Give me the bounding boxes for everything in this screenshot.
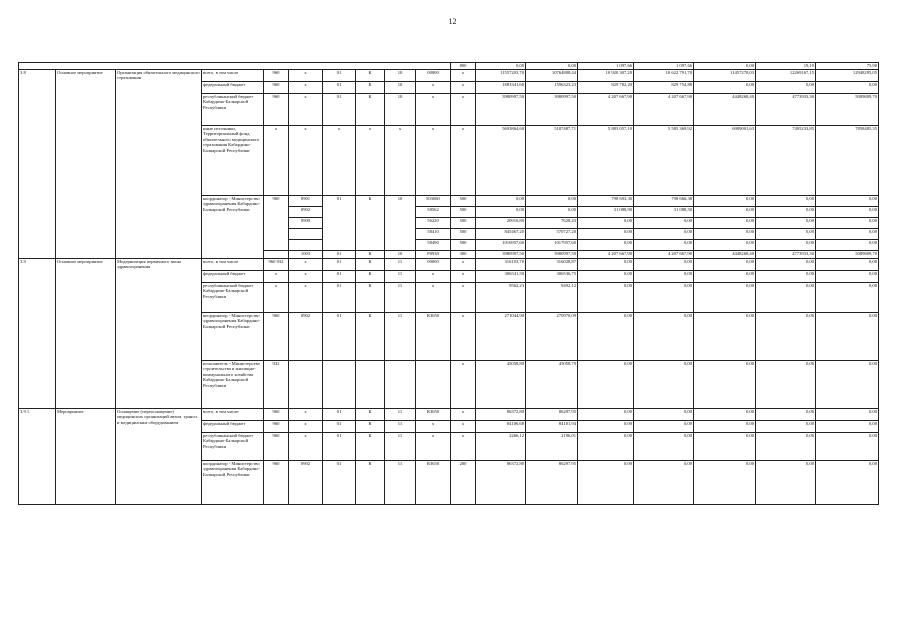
code-cell: x [451,70,476,82]
value-cell: 1017957,60 [526,240,578,251]
code-cell: x [451,361,476,409]
value-cell: 0,00 [816,461,879,505]
code-cell: x [451,283,476,313]
code-cell: К [356,421,385,433]
value-cell: 0,00 [634,361,694,409]
code-cell: x [264,271,289,283]
code-cell: 960 [264,433,289,461]
value-cell: 0,00 [634,313,694,361]
value-cell: 0,00 [816,196,879,207]
code-cell: 11 [385,271,416,283]
value-cell: 5 585 369,92 [634,126,694,196]
value-cell: 3980997,50 [526,94,578,126]
value-cell: 0,00 [756,196,816,207]
code-cell: 500 [451,196,476,207]
value-cell: 4448268,40 [694,94,756,126]
code-cell: К [356,271,385,283]
funding-source: республиканский бюджет Кабардино-Балкарской Республики [202,283,264,313]
code-cell: 0901 [289,196,323,207]
value-cell: 0,00 [694,207,756,218]
funding-source: всего, в том числе: [202,409,264,421]
value-cell: 1 097,66 [634,63,694,70]
value-cell: 31 088,90 [578,207,634,218]
code-cell: 01 [323,259,356,271]
blank-cell [19,63,451,70]
value-cell: 0,00 [694,229,756,240]
item-type: Основное мероприятие [56,70,116,259]
value-cell: 6989001,63 [694,126,756,196]
value-cell: 7628,43 [526,218,578,229]
value-cell: 0,00 [694,313,756,361]
value-cell: 0,00 [756,361,816,409]
value-cell: 45058,80 [476,361,526,409]
code-cell: К [356,409,385,421]
budget-table [18,62,879,505]
code-cell: 10 [385,82,416,94]
code-cell: x [416,126,451,196]
code-cell: x [289,421,323,433]
value-cell: 0,00 [756,461,816,505]
code-cell [289,361,323,409]
value-cell: 4 207 667,90 [634,94,694,126]
value-cell: 829 754,88 [634,82,694,94]
value-cell: 0,00 [578,259,634,271]
value-cell: 0,00 [476,196,526,207]
code-cell: x [289,126,323,196]
value-cell: 0,00 [816,313,879,361]
value-cell: 0,00 [694,409,756,421]
value-cell: 0,00 [578,409,634,421]
value-cell: 12269167,15 [756,70,816,82]
code-cell: К [356,283,385,313]
value-cell: 306541,50 [476,271,526,283]
code-cell: К [356,196,385,251]
value-cell: 1883341,60 [476,82,526,94]
value-cell: 19,10 [756,63,816,70]
value-cell: 0,00 [756,218,816,229]
page-number: 12 [448,17,457,26]
funding-source: координатор - Министерство здравоохранения Кабардино-Балкарской Республики [202,196,264,259]
value-cell: 5 883 057,10 [578,126,634,196]
code-cell: К [356,313,385,361]
code-cell [356,361,385,409]
code-cell: x [416,283,451,313]
code-cell: 960 [264,82,289,94]
value-cell: 0,00 [476,207,526,218]
value-cell: 0,00 [756,82,816,94]
code-cell: R3650 [416,409,451,421]
funding-source: всего, в том числе [202,259,264,271]
value-cell: 0,00 [694,433,756,461]
value-cell: 4 207 667,90 [634,251,694,259]
code-cell: x [289,409,323,421]
value-cell: 0,00 [694,283,756,313]
code-cell: x [289,259,323,271]
code-cell: 960 [264,196,289,251]
code-cell: 932 [264,361,289,409]
code-cell: x [451,433,476,461]
code-cell: x [451,94,476,126]
item-type: Основное мероприятие [56,259,116,409]
value-cell: 0,00 [694,421,756,433]
value-cell: 0,00 [694,271,756,283]
value-cell: 271044,90 [476,313,526,361]
value-cell: 0,00 [816,259,879,271]
value-cell: 0,00 [526,207,578,218]
code-cell: 10 [385,196,416,251]
code-cell: 10 [385,251,416,259]
value-cell: 0,00 [816,271,879,283]
value-cell: 5089809,70 [816,251,879,259]
value-cell: 84101,94 [526,421,578,433]
value-cell: 0,00 [634,409,694,421]
value-cell: 4773933,30 [756,94,816,126]
value-cell: 0,00 [526,196,578,207]
value-cell: 0,00 [634,283,694,313]
code-cell: x [451,82,476,94]
value-cell: 4448268,40 [694,251,756,259]
code-cell: R3650 [416,461,451,505]
code-cell: 56220 [416,218,451,229]
value-cell: 306536,75 [526,271,578,283]
code-cell: x [451,259,476,271]
blank-cell [264,251,289,259]
code-cell: x [416,94,451,126]
code-cell: 0909 [289,218,323,229]
value-cell: 0,00 [756,229,816,240]
code-cell: 0902 [289,461,323,505]
table-row [19,409,879,421]
value-cell: 829 782,20 [578,82,634,94]
value-cell: 5693864,60 [476,126,526,196]
value-cell: 0,00 [816,240,879,251]
code-cell: 800 [451,63,476,70]
code-cell [385,361,416,409]
value-cell: 1016957,60 [476,240,526,251]
code-cell: 01 [323,409,356,421]
value-cell: 0,00 [816,433,879,461]
value-cell: 5089809,70 [816,94,879,126]
code-cell: x [356,126,385,196]
code-cell: 11 [385,433,416,461]
funding-source: координатор - Министерство здравоохранения Кабардино-Балкарской Республики [202,313,264,361]
value-cell: 0,00 [694,259,756,271]
item-number: 3.9 [19,259,56,409]
code-cell: 01 [323,70,356,82]
code-cell: 960 [264,421,289,433]
code-cell: 1003 [289,251,323,259]
value-cell: 75,90 [816,63,879,70]
value-cell: 0,00 [756,313,816,361]
value-cell: 0,00 [578,461,634,505]
value-cell: 86297,95 [526,461,578,505]
code-cell: 960 [264,94,289,126]
funding-source: республиканский бюджет Кабардино-Балкарской Республики [202,94,264,126]
value-cell: 10 622 791,70 [634,70,694,82]
item-name: Оснащение (переоснащение) медицинских организаций автом. трансп. и медицинским оборудованием [116,409,202,505]
value-cell: 0,00 [634,259,694,271]
funding-source: республиканский бюджет Кабардино-Балкарской Республики [202,433,264,461]
value-cell: 0,00 [756,259,816,271]
code-cell: 5030Ю [416,196,451,207]
code-cell: x [289,271,323,283]
value-cell: 0,00 [756,421,816,433]
code-cell: 960 [264,70,289,82]
code-cell: x [451,421,476,433]
funding-source: федеральный бюджет [202,271,264,283]
value-cell: 0,00 [634,218,694,229]
value-cell: 11457270,03 [694,70,756,82]
code-cell: x [416,82,451,94]
code-cell [323,361,356,409]
value-cell: 11557203,70 [476,70,526,82]
code-cell: К [356,461,385,505]
code-cell: 500 [451,207,476,218]
value-cell: 10764808,44 [526,70,578,82]
value-cell: 9562,23 [476,283,526,313]
value-cell: 12948295,05 [816,70,879,82]
value-cell: 3980997,50 [476,94,526,126]
funding-source: иные источники, Территориальный фонд обязательного медицинского страхования Кабардино-Балкарской Республики [202,126,264,196]
value-cell: 20916,80 [476,218,526,229]
value-cell: 0,00 [816,421,879,433]
code-cell: 01 [323,421,356,433]
value-cell: 31 088,50 [634,207,694,218]
code-cell: 11 [385,313,416,361]
code-cell: К [356,433,385,461]
code-cell: Р0930 [416,251,451,259]
value-cell: 0,00 [694,218,756,229]
value-cell: 86297,95 [526,409,578,421]
code-cell: К [356,94,385,126]
value-cell: 0,00 [578,421,634,433]
value-cell: 0,00 [476,63,526,70]
value-cell: 10 920 307,20 [578,70,634,82]
value-cell: 86372,80 [476,461,526,505]
funding-source: федеральный бюджет [202,421,264,433]
value-cell: 4 207 667,90 [578,94,634,126]
code-cell: R3650 [416,313,451,361]
value-cell: 0,00 [578,229,634,240]
code-cell: 11 [385,259,416,271]
code-cell: x [323,126,356,196]
code-cell: x [289,82,323,94]
value-cell: 7858485,35 [816,126,879,196]
value-cell: 0,00 [578,313,634,361]
code-cell: К [356,70,385,82]
value-cell: 0,00 [694,63,756,70]
code-cell: 00000 [416,259,451,271]
code-cell: К [356,251,385,259]
value-cell: 0,00 [634,433,694,461]
value-cell: 0,00 [694,461,756,505]
code-cell: x [451,126,476,196]
value-cell: 0,00 [578,361,634,409]
code-cell: 960 [264,313,289,361]
value-cell: 5187487,71 [526,126,578,196]
code-cell: 0902 [289,207,323,218]
value-cell: 4773933,30 [756,251,816,259]
item-number: 3.8 [19,70,56,259]
value-cell: 0,00 [578,271,634,283]
code-cell: К [356,259,385,271]
code-cell: 11 [385,421,416,433]
value-cell: 0,00 [756,409,816,421]
value-cell: 0,00 [578,240,634,251]
code-cell: x [416,271,451,283]
code-cell: x [385,126,416,196]
code-cell: 00000 [416,70,451,82]
code-cell: x [289,94,323,126]
code-cell: x [451,271,476,283]
code-cell: 10 [385,94,416,126]
funding-source: исполнитель - Министерство строительства и жилищно-коммунального хозяйства Кабардино-Балкарской Республики [202,361,264,409]
value-cell: 2196,01 [526,433,578,461]
value-cell: 9492,12 [526,283,578,313]
code-cell: 01 [323,251,356,259]
code-cell: x [264,283,289,313]
value-cell: 0,00 [694,196,756,207]
value-cell: 0,00 [694,240,756,251]
item-name: Организация обязательного медицинского страхования [116,70,202,259]
value-cell: 0,00 [634,271,694,283]
code-cell: 11 [385,461,416,505]
value-cell: 0,00 [526,63,578,70]
value-cell: 1596323,23 [526,82,578,94]
code-cell: x [416,421,451,433]
code-cell: 500 [451,218,476,229]
funding-source: координатор - Министерство здравоохранения Кабардино-Балкарской Республики [202,461,264,505]
table-row [19,70,879,82]
value-cell: 0,00 [756,283,816,313]
value-cell: 0,00 [634,240,694,251]
value-cell: 0,00 [756,240,816,251]
value-cell: 0,00 [816,82,879,94]
code-cell: 01 [323,283,356,313]
value-cell: 0,00 [816,283,879,313]
code-cell: x [289,70,323,82]
item-number: 3.9.1 [19,409,56,505]
code-cell: x [451,409,476,421]
code-cell: 58410 [416,229,451,240]
item-name: Модернизация первичного звена здравоохранения [116,259,202,409]
code-cell: 01 [323,94,356,126]
code-cell: К [356,82,385,94]
code-cell: x [451,313,476,361]
value-cell: 0,00 [816,218,879,229]
code-cell: 960 [264,409,289,421]
value-cell: 798 693,30 [578,196,634,207]
code-cell: 01 [323,271,356,283]
code-cell: 500 [451,240,476,251]
value-cell: 0,00 [816,229,879,240]
value-cell: 0,00 [694,361,756,409]
value-cell: 2266,12 [476,433,526,461]
table-row [19,63,879,70]
value-cell: 0,00 [634,461,694,505]
value-cell: 0,00 [634,229,694,240]
value-cell: 0,00 [578,283,634,313]
value-cell: 0,00 [578,433,634,461]
value-cell: 316103,70 [476,259,526,271]
code-cell: 01 [323,461,356,505]
code-cell: 01 [323,433,356,461]
code-cell: x [416,433,451,461]
value-cell: 0,00 [578,218,634,229]
value-cell: 0,00 [634,421,694,433]
funding-source: всего, в том числе [202,70,264,82]
code-cell: 11 [385,283,416,313]
value-cell: 0,00 [816,207,879,218]
value-cell: 316028,87 [526,259,578,271]
code-cell [289,240,323,251]
value-cell: 0,00 [756,433,816,461]
table-row [19,259,879,271]
code-cell: x [289,433,323,461]
code-cell: 01 [323,82,356,94]
code-cell: x [289,283,323,313]
value-cell: 0,00 [816,361,879,409]
code-cell: 0902 [289,313,323,361]
value-cell: 270970,09 [526,313,578,361]
value-cell: 84106,68 [476,421,526,433]
value-cell: 45058,79 [526,361,578,409]
code-cell: 58490 [416,240,451,251]
code-cell: x [264,126,289,196]
value-cell: 0,00 [694,82,756,94]
code-cell: 01 [323,313,356,361]
code-cell: 01 [323,196,356,251]
code-cell: 11 [385,409,416,421]
value-cell: 845467,20 [476,229,526,240]
value-cell: 1 097,66 [578,63,634,70]
value-cell: 0,00 [816,409,879,421]
value-cell: 0,00 [756,207,816,218]
value-cell: 570727,20 [526,229,578,240]
value-cell: 4 207 667,90 [578,251,634,259]
code-cell: 58562 [416,207,451,218]
code-cell: 500 [451,229,476,240]
value-cell: 3980997,50 [476,251,526,259]
value-cell: 798 666,38 [634,196,694,207]
value-cell: 7495233,85 [756,126,816,196]
code-cell: 200 [451,461,476,505]
value-cell: 3980997,50 [526,251,578,259]
code-cell: 10 [385,70,416,82]
code-cell: 960 932 [264,259,289,271]
code-cell [416,361,451,409]
value-cell: 86372,80 [476,409,526,421]
funding-source: федеральный бюджет [202,82,264,94]
code-cell: 960 [264,461,289,505]
item-type: Мероприятие [56,409,116,505]
code-cell [289,229,323,240]
code-cell: 300 [451,251,476,259]
value-cell: 0,00 [756,271,816,283]
